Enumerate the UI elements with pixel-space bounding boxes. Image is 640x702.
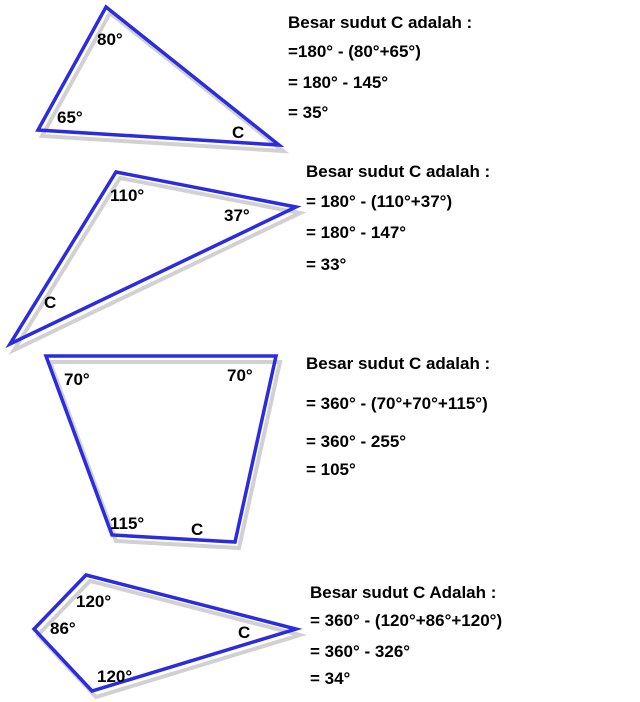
angle-label: 115° bbox=[110, 514, 145, 533]
solution-step: = 360° - (120°+86°+120°) bbox=[310, 611, 503, 630]
solution-heading: Besar sudut C adalah : bbox=[306, 354, 491, 373]
solution-result: = 105° bbox=[306, 460, 356, 479]
solution-heading: Besar sudut C adalah : bbox=[306, 162, 491, 181]
solution-heading: Besar sudut C Adalah : bbox=[310, 583, 497, 602]
angle-label: 110° bbox=[110, 186, 145, 205]
angle-label: 70° bbox=[64, 370, 90, 389]
triangle-2 bbox=[10, 172, 296, 344]
solution-step: = 360° - 326° bbox=[310, 642, 411, 661]
problem-4 bbox=[34, 575, 502, 697]
angle-label: 70° bbox=[227, 366, 253, 385]
angle-label: 65° bbox=[57, 108, 83, 127]
angle-c-label: C bbox=[232, 123, 245, 142]
solution-result: = 33° bbox=[306, 255, 347, 274]
problem-1 bbox=[38, 7, 472, 151]
solution-result: = 34° bbox=[310, 669, 351, 688]
angle-label: 120° bbox=[76, 592, 112, 611]
angle-label: 86° bbox=[50, 619, 76, 638]
solution-step: = 180° - 147° bbox=[306, 223, 407, 242]
solution-result: = 35° bbox=[288, 103, 329, 122]
problem-3 bbox=[46, 354, 490, 548]
solution-step: = 180° - (110°+37°) bbox=[306, 192, 453, 211]
angle-c-label: C bbox=[238, 623, 251, 642]
solution-step: = 180° - 145° bbox=[288, 73, 389, 92]
problem-2 bbox=[10, 162, 490, 350]
solution-step: = 360° - 255° bbox=[306, 432, 407, 451]
solution-step: = 360° - (70°+70°+115°) bbox=[306, 394, 488, 413]
angle-c-label: C bbox=[44, 293, 57, 312]
angle-label: 120° bbox=[97, 667, 133, 686]
angle-label: 80° bbox=[97, 30, 123, 49]
solution-heading: Besar sudut C adalah : bbox=[288, 13, 473, 32]
angle-c-label: C bbox=[191, 520, 204, 539]
solution-step: =180° - (80°+65°) bbox=[288, 42, 421, 61]
angle-label: 37° bbox=[224, 206, 250, 225]
